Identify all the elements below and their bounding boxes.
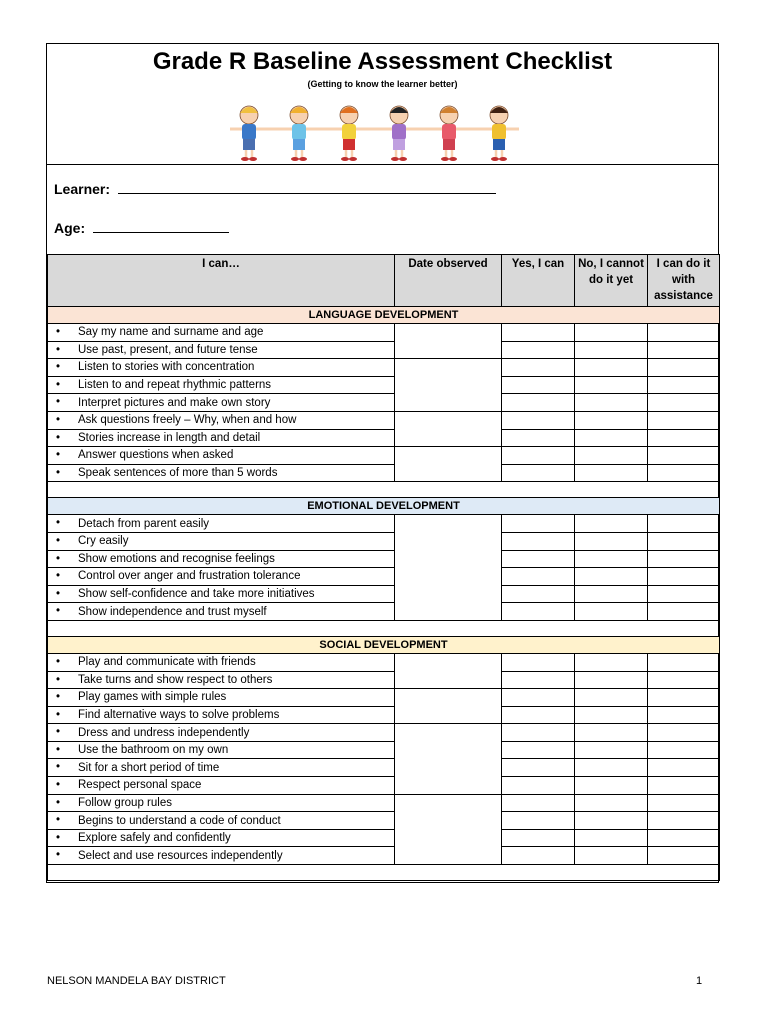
checklist-item-label: Play games with simple rules [78,691,227,704]
bullet-icon: • [56,570,61,583]
column-header-assistance: I can do it with assistance [648,255,720,307]
yes-cell[interactable] [502,603,575,621]
checklist-item [48,550,395,568]
bullet-icon: • [56,517,61,530]
checklist-item [48,411,395,429]
age-label: Age: [54,220,86,236]
checklist-item [48,724,395,742]
assistance-cell[interactable] [648,689,720,707]
no-cell[interactable] [575,411,648,429]
yes-cell[interactable] [502,394,575,412]
checklist-item-label: Follow group rules [78,796,172,809]
assistance-cell[interactable] [648,706,720,724]
bullet-icon: • [56,673,61,686]
checklist-item [48,777,395,795]
column-header-date-observed: Date observed [395,255,502,307]
checklist-row [48,550,720,568]
assistance-cell[interactable] [648,777,720,795]
checklist-item-label: Interpret pictures and make own story [78,396,271,409]
assistance-cell[interactable] [648,394,720,412]
checklist-item [48,653,395,671]
section-header-row [48,498,720,515]
assistance-cell[interactable] [648,324,720,342]
checklist-item [48,689,395,707]
checklist-item [48,341,395,359]
no-cell[interactable] [575,829,648,847]
no-cell[interactable] [575,706,648,724]
no-cell[interactable] [575,689,648,707]
yes-cell[interactable] [502,568,575,586]
checklist-item-label: Show self-confidence and take more initiatives [78,588,315,601]
no-cell[interactable] [575,585,648,603]
section-title: LANGUAGE DEVELOPMENT [48,307,720,324]
yes-cell[interactable] [502,532,575,550]
bullet-icon: • [56,378,61,391]
assistance-cell[interactable] [648,411,720,429]
no-cell[interactable] [575,447,648,465]
no-cell[interactable] [575,515,648,533]
yes-cell[interactable] [502,550,575,568]
checklist-row [48,376,720,394]
date-observed-cell[interactable] [395,411,502,446]
no-cell[interactable] [575,376,648,394]
learner-label: Learner: [54,181,111,197]
yes-cell[interactable] [502,671,575,689]
checklist-row [48,671,720,689]
learner-field [54,181,496,197]
checklist-item [48,568,395,586]
no-cell[interactable] [575,341,648,359]
checklist-row [48,394,720,412]
checklist-row [48,741,720,759]
spacer-row [48,482,720,498]
checklist-item-label: Begins to understand a code of conduct [78,814,281,827]
date-observed-cell[interactable] [395,359,502,412]
checklist-item [48,706,395,724]
no-cell[interactable] [575,464,648,482]
no-cell[interactable] [575,759,648,777]
assistance-cell[interactable] [648,653,720,671]
checklist-item-label: Control over anger and frustration tolerance [78,570,301,583]
bullet-icon: • [56,413,61,426]
checklist-row [48,324,720,342]
checklist-item [48,794,395,812]
checklist-item [48,515,395,533]
checklist-item-label: Ask questions freely – Why, when and how [78,414,297,427]
yes-cell[interactable] [502,464,575,482]
yes-cell[interactable] [502,777,575,795]
yes-cell[interactable] [502,324,575,342]
assistance-cell[interactable] [648,585,720,603]
assistance-cell[interactable] [648,847,720,865]
table-header-row [48,255,720,307]
date-observed-cell[interactable] [395,653,502,688]
assessment-table [47,254,720,881]
checklist-item [48,671,395,689]
no-cell[interactable] [575,603,648,621]
assistance-cell[interactable] [648,741,720,759]
no-cell[interactable] [575,532,648,550]
bullet-icon: • [56,849,61,862]
assistance-cell[interactable] [648,794,720,812]
checklist-item-label: Show emotions and recognise feelings [78,552,275,565]
spacer-row [48,620,720,636]
checklist-item-label: Use past, present, and future tense [78,343,258,356]
bullet-icon: • [56,708,61,721]
yes-cell[interactable] [502,376,575,394]
assistance-cell[interactable] [648,341,720,359]
yes-cell[interactable] [502,447,575,465]
no-cell[interactable] [575,794,648,812]
yes-cell[interactable] [502,341,575,359]
bullet-icon: • [56,831,61,844]
yes-cell[interactable] [502,585,575,603]
no-cell[interactable] [575,671,648,689]
assistance-cell[interactable] [648,829,720,847]
bullet-icon: • [56,343,61,356]
checklist-row [48,411,720,429]
spacer-row [48,865,720,881]
checklist-item [48,741,395,759]
checklist-item-label: Find alternative ways to solve problems [78,708,280,721]
page-title: Grade R Baseline Assessment Checklist [152,48,613,75]
checklist-item [48,324,395,342]
checklist-item [48,829,395,847]
page-subtitle: (Getting to know the learner better) [307,79,458,89]
checklist-item [48,429,395,447]
bullet-icon: • [56,726,61,739]
section-header-row [48,636,720,653]
yes-cell[interactable] [502,847,575,865]
no-cell[interactable] [575,741,648,759]
checklist-item-label: Cry easily [78,535,129,548]
yes-cell[interactable] [502,741,575,759]
yes-cell[interactable] [502,429,575,447]
checklist-row [48,706,720,724]
assistance-cell[interactable] [648,568,720,586]
yes-cell[interactable] [502,794,575,812]
section-title: EMOTIONAL DEVELOPMENT [48,498,720,515]
bullet-icon: • [56,587,61,600]
date-observed-cell[interactable] [395,794,502,864]
bullet-icon: • [56,605,61,618]
checklist-item [48,359,395,377]
no-cell[interactable] [575,550,648,568]
bullet-icon: • [56,326,61,338]
checklist-item [48,847,395,865]
assistance-cell[interactable] [648,671,720,689]
column-header-yes: Yes, I can [502,255,575,307]
bullet-icon: • [56,691,61,704]
checklist-item-label: Listen to stories with concentration [78,361,255,374]
assistance-cell[interactable] [648,759,720,777]
checklist-item-label: Listen to and repeat rhythmic patterns [78,379,272,392]
checklist-row [48,568,720,586]
yes-cell[interactable] [502,706,575,724]
checklist-row [48,429,720,447]
no-cell[interactable] [575,777,648,795]
age-input-line[interactable] [93,220,229,233]
checklist-row [48,724,720,742]
checklist-row [48,653,720,671]
bullet-icon: • [56,796,61,809]
checklist-item-label: Show independence and trust myself [78,605,267,618]
yes-cell[interactable] [502,359,575,377]
checklist-item [48,376,395,394]
bullet-icon: • [56,761,61,774]
bullet-icon: • [56,431,61,444]
checklist-item-label: Explore safely and confidently [78,832,231,845]
bullet-icon: • [56,814,61,827]
date-observed-cell[interactable] [395,324,502,359]
checklist-row [48,464,720,482]
checklist-row [48,359,720,377]
checklist-item-label: Respect personal space [78,779,202,792]
bullet-icon: • [56,361,61,374]
checklist-item-label: Detach from parent easily [78,517,210,530]
checklist-item-label: Use the bathroom on my own [78,744,229,757]
checklist-item [48,532,395,550]
checklist-item-label: Speak sentences of more than 5 words [78,467,278,480]
no-cell[interactable] [575,812,648,830]
yes-cell[interactable] [502,724,575,742]
section-title: SOCIAL DEVELOPMENT [48,636,720,653]
yes-cell[interactable] [502,653,575,671]
no-cell[interactable] [575,394,648,412]
no-cell[interactable] [575,568,648,586]
header-block [47,44,718,165]
yes-cell[interactable] [502,411,575,429]
bullet-icon: • [56,396,61,409]
bullet-icon: • [56,466,61,479]
checklist-row [48,759,720,777]
assistance-cell[interactable] [648,724,720,742]
assistance-cell[interactable] [648,447,720,465]
age-field [54,220,229,236]
checklist-item-label: Play and communicate with friends [78,656,256,669]
checklist-row [48,812,720,830]
yes-cell[interactable] [502,759,575,777]
section-header-row [48,307,720,324]
assistance-cell[interactable] [648,429,720,447]
assistance-cell[interactable] [648,359,720,377]
assistance-cell[interactable] [648,376,720,394]
checklist-row [48,532,720,550]
checklist-row [48,777,720,795]
assistance-cell[interactable] [648,812,720,830]
assistance-cell[interactable] [648,532,720,550]
children-holding-hands-illustration [227,102,537,162]
checklist-row [48,447,720,465]
bullet-icon: • [56,449,61,462]
checklist-row [48,689,720,707]
checklist-item-label: Sit for a short period of time [78,761,220,774]
no-cell[interactable] [575,429,648,447]
checklist-item [48,812,395,830]
date-observed-cell[interactable] [395,689,502,724]
column-header-i-can: I can… [48,255,395,307]
checklist-item-label: Take turns and show respect to others [78,673,273,686]
checklist-item-label: Stories increase in length and detail [78,431,261,444]
bullet-icon: • [56,552,61,565]
footer-district: NELSON MANDELA BAY DISTRICT [47,975,226,987]
no-cell[interactable] [575,847,648,865]
footer-page-number: 1 [696,975,703,987]
checklist-row [48,515,720,533]
assistance-cell[interactable] [648,550,720,568]
checklist-row [48,585,720,603]
bullet-icon: • [56,534,61,547]
checklist-item-label: Answer questions when asked [78,449,234,462]
date-observed-cell[interactable] [395,447,502,482]
bullet-icon: • [56,743,61,756]
checklist-item-label: Say my name and surname and age [78,326,264,339]
checklist-item [48,447,395,465]
checklist-row [48,829,720,847]
checklist-item-label: Dress and undress independently [78,726,250,739]
no-cell[interactable] [575,359,648,377]
yes-cell[interactable] [502,515,575,533]
checklist-item [48,585,395,603]
checklist-item [48,759,395,777]
checklist-item [48,603,395,621]
column-header-no: No, I cannot do it yet [575,255,648,307]
checklist-item [48,464,395,482]
bullet-icon: • [56,655,61,668]
checklist-row [48,794,720,812]
yes-cell[interactable] [502,829,575,847]
checklist-item-label: Select and use resources independently [78,849,283,862]
date-observed-cell[interactable] [395,724,502,794]
no-cell[interactable] [575,724,648,742]
checklist-row [48,341,720,359]
bullet-icon: • [56,779,61,792]
checklist-row [48,603,720,621]
assistance-cell[interactable] [648,464,720,482]
assistance-cell[interactable] [648,603,720,621]
checklist-sheet [46,43,719,883]
checklist-item [48,394,395,412]
checklist-row [48,847,720,865]
no-cell[interactable] [575,653,648,671]
no-cell[interactable] [575,324,648,342]
assistance-cell[interactable] [648,515,720,533]
yes-cell[interactable] [502,812,575,830]
yes-cell[interactable] [502,689,575,707]
learner-input-line[interactable] [118,181,496,194]
date-observed-cell[interactable] [395,515,502,621]
